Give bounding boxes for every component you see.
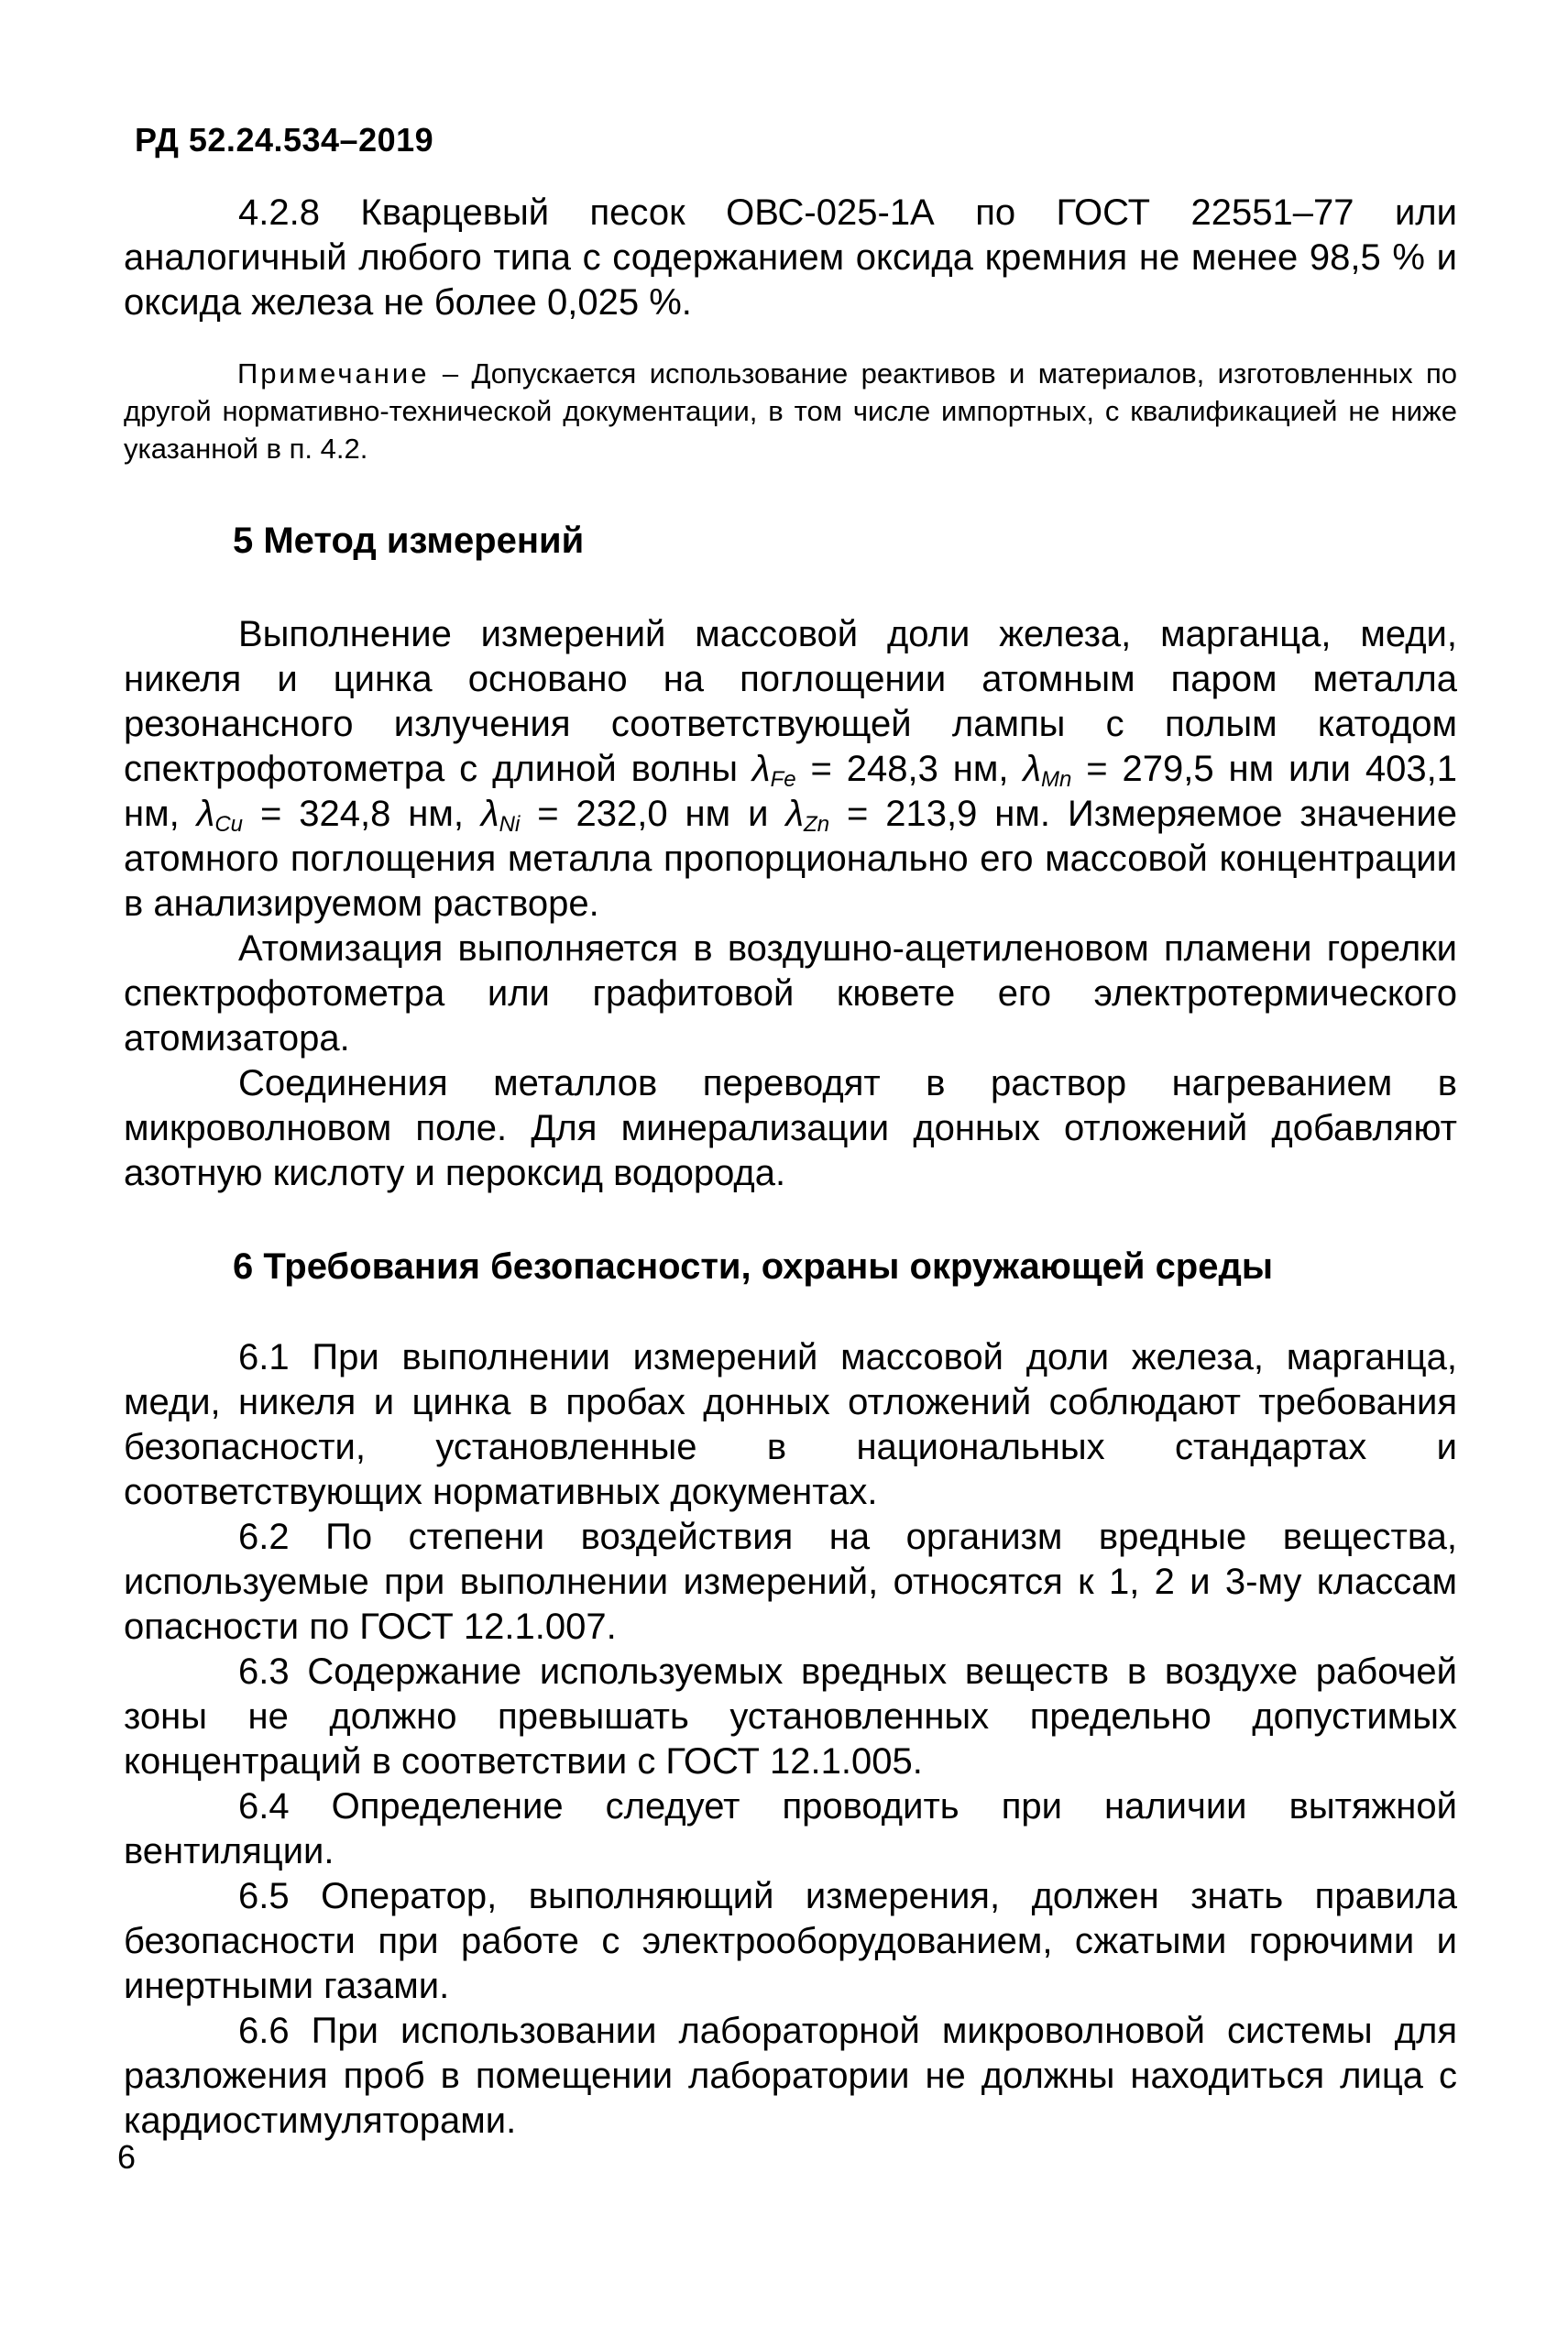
text-run: = 324,8 нм, [243, 794, 481, 834]
lambda-symbol: λ [751, 749, 771, 789]
paragraph-6-1: 6.1 При выполнении измерений массовой доли железа, марганца, меди, никеля и цинка в пробах донных отложений соблюдают требования безопасности, установленные в национальных стандартах и соответствующих нормативных документах. [124, 1337, 1457, 1512]
lambda-symbol: λ [785, 794, 805, 834]
paragraph-6-6: 6.6 При использовании лабораторной микроволновой системы для разложения проб в помещении лаборатории не должны находиться лица с кардиостимуляторами. [124, 2011, 1457, 2141]
text-run: = 279,5 нм или 403,1 нм, [124, 749, 1457, 834]
note-text: – Допускается использование реактивов и материалов, изготовленных по другой нормативно-технической документации, в том числе импортных, с квалификацией не ниже указанной в п. 4.2. [124, 357, 1457, 465]
paragraph-4-2-8: 4.2.8 Кварцевый песок ОВС-025-1А по ГОСТ 22551–77 или аналогичный любого типа с содержанием оксида кремния не менее 98,5 % и оксида железа не более 0,025 %. [124, 192, 1457, 323]
paragraph-6-3: 6.3 Содержание используемых вредных веществ в воздухе рабочей зоны не должно превышать установленных предельно допустимых концентраций в соответствии с ГОСТ 12.1.005. [124, 1651, 1457, 1782]
paragraph-6-4: 6.4 Определение следует проводить при наличии вытяжной вентиляции. [124, 1786, 1457, 1871]
subscript-cu: Cu [214, 812, 244, 837]
text-run: = 248,3 нм, [795, 749, 1024, 789]
page-number: 6 [117, 2138, 137, 2176]
subscript-mn: Mn [1041, 767, 1072, 792]
page-content [124, 191, 1457, 2144]
lambda-symbol: λ [480, 794, 499, 834]
lambda-symbol: λ [1023, 749, 1042, 789]
text-run: = 213,9 нм. Измеряемое значение атомного поглощения металла пропорционально его массовой концентрации в анализируемом растворе. [124, 794, 1457, 924]
lambda-symbol: λ [196, 794, 215, 834]
section-5-paragraph-2: Атомизация выполняется в воздушно-ацетиленовом пламени горелки спектрофотометра или графитовой кювете его электротермического атомизатора. [124, 928, 1457, 1059]
text-run: = 232,0 нм и [520, 794, 786, 834]
note-label: Примечание [237, 357, 430, 389]
document-code: РД 52.24.534–2019 [135, 121, 434, 159]
text-run: Выполнение измерений массовой доли железа, марганца, меди, никеля и цинка основано на поглощении атомным паром металла резонансного излучения соответствующей лампы с полым катодом спектрофотометра с длиной волны [124, 614, 1457, 789]
note [124, 355, 1457, 467]
subscript-zn: Zn [804, 812, 830, 837]
section-6-heading: 6 Требования безопасности, охраны окружающей среды [233, 1246, 1274, 1287]
section-5-paragraph-3: Соединения металлов переводят в раствор нагреванием в микроволновом поле. Для минерализации донных отложений добавляют азотную кислоту и пероксид водорода. [124, 1063, 1457, 1193]
paragraph-6-5: 6.5 Оператор, выполняющий измерения, должен знать правила безопасности при работе с электрооборудованием, сжатыми горючими и инертными газами. [124, 1876, 1457, 2006]
paragraph-6-2: 6.2 По степени воздействия на организм вредные вещества, используемые при выполнении измерений, относятся к 1, 2 и 3-му классам опасности по ГОСТ 12.1.007. [124, 1517, 1457, 1647]
subscript-fe: Fe [770, 767, 796, 792]
subscript-ni: Ni [499, 812, 521, 837]
section-5-paragraph-1 [124, 612, 1457, 927]
section-5-heading: 5 Метод измерений [233, 521, 585, 561]
